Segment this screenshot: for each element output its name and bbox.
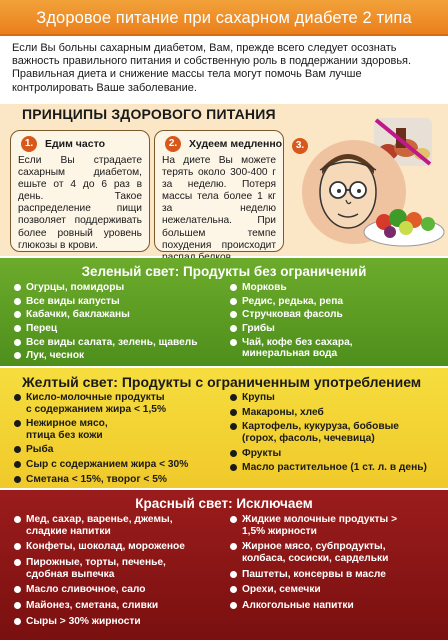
list-item: Грибы	[228, 323, 438, 335]
yellow-light-section	[0, 368, 448, 488]
green-list-left	[12, 282, 228, 364]
red-light-section	[0, 490, 448, 640]
list-item: Огурцы, помидоры	[12, 282, 228, 294]
list-item: Редис, редька, репа	[228, 296, 438, 308]
list-item: Майонез, сметана, сливки	[12, 600, 228, 612]
red-list-left	[12, 514, 228, 632]
principle-title-2: Худеем медленно	[189, 138, 283, 150]
list-item: Конфеты, шоколад, мороженое	[12, 541, 228, 553]
list-item: Стручковая фасоль	[228, 309, 438, 321]
list-item: Все виды салата, зелень, щавель	[12, 337, 228, 349]
green-light-section	[0, 258, 448, 366]
list-item: Кабачки, баклажаны	[12, 309, 228, 321]
list-item: Нежирное мясо, птица без кожи	[12, 418, 132, 441]
list-item: Макароны, хлеб	[228, 407, 440, 419]
list-item: Лук, чеснок	[12, 350, 228, 362]
list-item: Алкогольные напитки	[228, 600, 440, 612]
list-item: Рыба	[12, 444, 228, 456]
intro-text: Если Вы больны сахарным диабетом, Вам, прежде всего следует осознать важность правильного питания и собственную роль в поддержании здоровья. Правильная диета и снижение массы тела могут помочь Вам лучше контролировать Ваше заболевание.	[12, 42, 412, 94]
list-item: Жидкие молочные продукты > 1,5% жирности	[228, 514, 406, 537]
principle-number-1: 1.	[21, 136, 37, 152]
list-item: Все виды капусты	[12, 296, 228, 308]
red-title: Красный свет: Исключаем	[135, 496, 313, 511]
list-item: Орехи, семечки	[228, 584, 440, 596]
yellow-list-right	[228, 392, 440, 488]
list-item: Фрукты	[228, 448, 440, 460]
principles-section	[0, 104, 448, 256]
list-item: Мед, сахар, варенье, джемы, сладкие напитки	[12, 514, 182, 537]
principle-card-2	[154, 130, 284, 252]
list-item: Морковь	[228, 282, 438, 294]
list-item: Жирное мясо, субпродукты, колбаса, сосиски, сардельки	[228, 541, 408, 564]
yellow-list-left	[12, 392, 228, 488]
list-item: Масло растительное (1 ст. л. в день)	[228, 462, 440, 474]
green-list-right	[228, 282, 438, 364]
list-item: Чай, кофе без сахара, минеральная вода	[228, 337, 388, 360]
page-title: Здоровое питание при сахарном диабете 2 типа	[36, 9, 412, 27]
principle-title-1: Едим часто	[45, 138, 106, 150]
list-item: Картофель, кукуруза, бобовые (горох, фасоль, чечевица)	[228, 421, 408, 444]
principle-number-3: 3.	[292, 138, 308, 154]
list-item: Кисло-молочные продукты с содержанием жира < 1,5%	[12, 392, 172, 415]
principle-card-1	[10, 130, 150, 252]
principles-title: ПРИНЦИПЫ ЗДОРОВОГО ПИТАНИЯ	[22, 106, 276, 122]
yellow-title: Желтый свет: Продукты с ограниченным употреблением	[22, 374, 422, 390]
green-title: Зеленый свет: Продукты без ограничений	[81, 264, 367, 279]
principle-text-1: Если Вы страдаете сахарным диабетом, ешьте от 4 до 6 раз в день. Такое распределение пищи позволяет поддерживать более ровный уровень глюкозы в крови.	[18, 155, 142, 251]
list-item: Перец	[12, 323, 228, 335]
list-item: Сыр с содержанием жира < 30%	[12, 459, 228, 471]
man-with-food-illustration	[296, 114, 446, 254]
principle-text-2: На диете Вы можете терять около 300-400 г за неделю. Потеря массы тела более 1 кг за неделю нежелательна. При большем темпе похудения происходит	[162, 155, 276, 251]
page-header	[0, 0, 448, 36]
list-item: Крупы	[228, 392, 440, 404]
principle-number-2: 2.	[165, 136, 181, 152]
list-item: Сыры > 30% жирности	[12, 616, 228, 628]
list-item: Масло сливочное, сало	[12, 584, 228, 596]
list-item: Сметана < 15%, творог < 5%	[12, 474, 228, 486]
list-item: Паштеты, консервы в масле	[228, 569, 440, 581]
red-list-right	[228, 514, 440, 632]
list-item: Пирожные, торты, печенье, сдобная выпечка	[12, 557, 172, 580]
